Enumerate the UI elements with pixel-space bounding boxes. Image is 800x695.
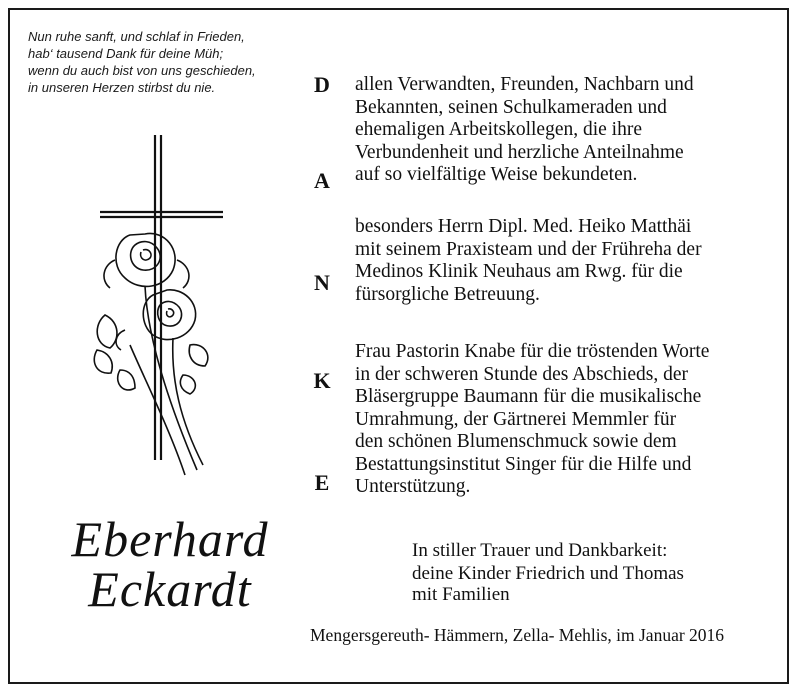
dank-letter-a: A bbox=[314, 168, 330, 193]
deceased-last-name: Eckardt bbox=[88, 561, 252, 617]
poem-line: in unseren Herzen stirbst du nie. bbox=[28, 80, 216, 95]
poem-line: hab‘ tausend Dank für deine Müh; bbox=[28, 46, 224, 61]
thanks-line: Bläsergruppe Baumann für die musikalische bbox=[355, 386, 702, 407]
thanks-line: Verbundenheit und herzliche Anteilnahme bbox=[355, 141, 684, 163]
thanks-line: besonders Herrn Dipl. Med. Heiko Matthäi bbox=[355, 216, 692, 237]
thanks-line: ehemaligen Arbeitskollegen, die ihre bbox=[355, 119, 642, 140]
signature-family-suffix: mit Familien bbox=[412, 584, 510, 605]
signature-intro: In stiller Trauer und Dankbarkeit: bbox=[412, 540, 668, 561]
thanks-block-ceremony bbox=[355, 341, 755, 499]
thanks-line: fürsorgliche Betreuung. bbox=[355, 283, 540, 305]
thanks-line: Medinos Klinik Neuhaus am Rwg. für die bbox=[355, 261, 683, 282]
thanks-line: in der schweren Stunde des Abschieds, der bbox=[355, 363, 689, 385]
place-and-date: Mengersgereuth- Hämmern, Zella- Mehlis, im Januar 2016 bbox=[310, 625, 725, 645]
thanks-line: Unterstützung. bbox=[355, 476, 471, 497]
thanks-line: Frau Pastorin Knabe für die tröstenden Worte bbox=[355, 341, 710, 362]
thanks-line: Bestattungsinstitut Singer für die Hilfe und bbox=[355, 453, 692, 475]
thanks-line: Umrahmung, der Gärtnerei Memmler für bbox=[355, 408, 677, 430]
poem bbox=[28, 28, 298, 96]
poem-line: wenn du auch bist von uns geschieden, bbox=[28, 63, 256, 78]
cross-and-roses-icon bbox=[85, 130, 235, 480]
dank-letter-k: K bbox=[313, 368, 331, 393]
thanks-line: mit seinem Praxisteam und der Frühreha der bbox=[355, 238, 702, 260]
signature-family: deine Kinder Friedrich und Thomas bbox=[412, 563, 684, 584]
dank-letter-n: N bbox=[314, 270, 330, 295]
thanks-block-relatives bbox=[355, 74, 755, 187]
dank-letter-d: D bbox=[314, 72, 330, 97]
deceased-first-name: Eberhard bbox=[71, 511, 269, 567]
thanks-line: allen Verwandten, Freunden, Nachbarn und bbox=[355, 74, 694, 95]
thanks-block-doctor bbox=[355, 216, 755, 306]
thanks-line: Bekannten, seinen Schulkameraden und bbox=[355, 96, 667, 118]
thanks-line: den schönen Blumenschmuck sowie dem bbox=[355, 431, 677, 452]
thanks-line: auf so vielfältige Weise bekundeten. bbox=[355, 164, 638, 185]
dank-letter-e: E bbox=[314, 470, 330, 495]
poem-line: Nun ruhe sanft, und schlaf in Frieden, bbox=[28, 29, 245, 44]
